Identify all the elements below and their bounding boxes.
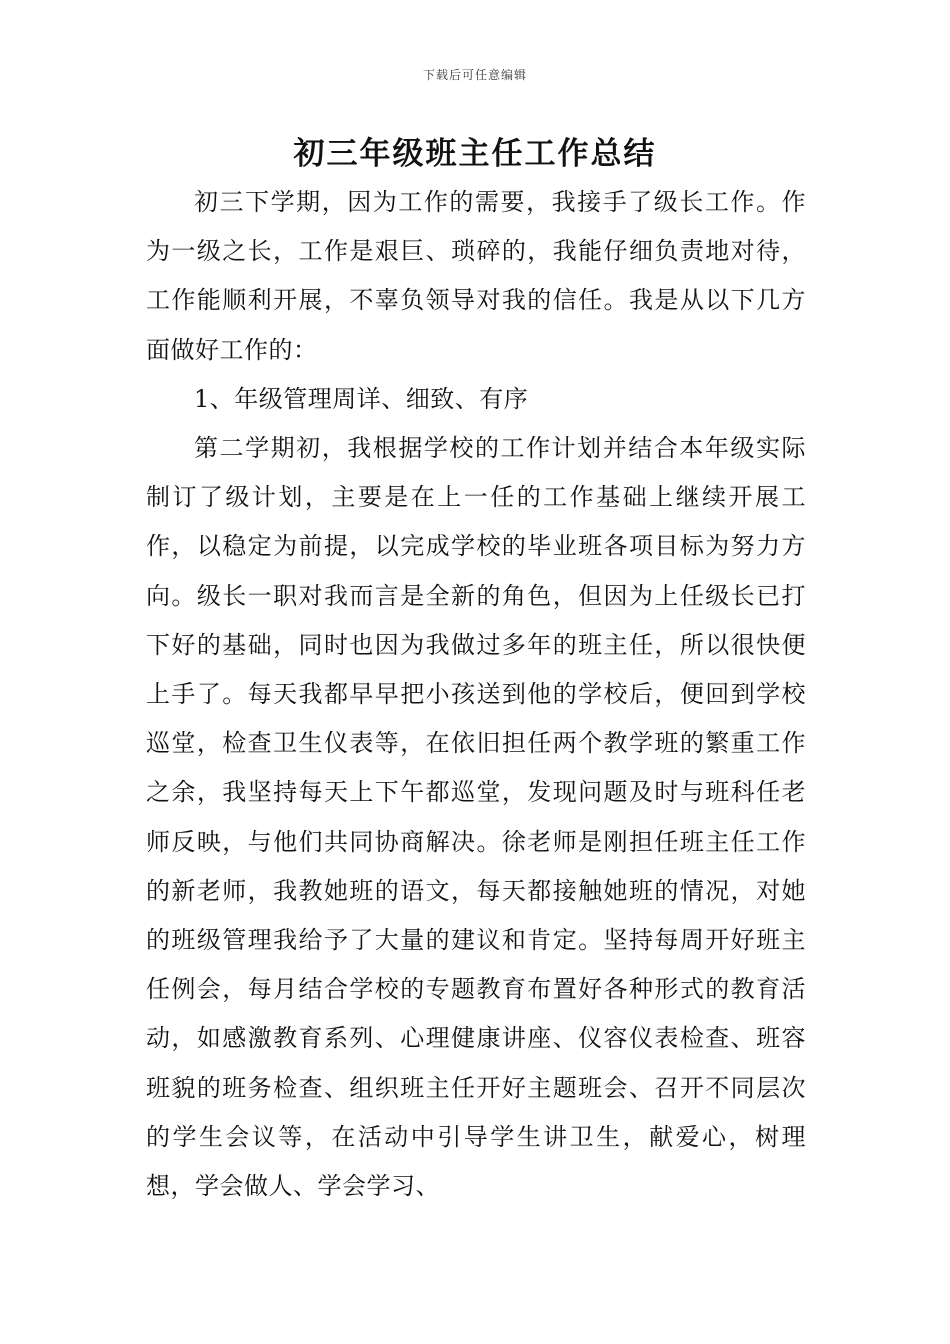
document-title: 初三年级班主任工作总结	[293, 136, 657, 172]
section-heading-1: 1、年级管理周详、细致、有序	[194, 384, 529, 413]
document-body	[146, 178, 806, 1211]
header-note: 下载后可任意编辑	[422, 68, 527, 82]
paragraph-section-1: 第二学期初，我根据学校的工作计划并结合本年级实际制订了级计划，主要是在上一任的工作基础上继续开展工作，以稳定为前提，以完成学校的毕业班各项目标为努力方向。级长一职对我而言是全新的角色，但因为上任级长已打下好的基础，同时也因为我做过多年的班主任，所以很快便上手了。每天我都早早把小孩送到他的学校后，便回到学校巡堂，检查卫生仪表等，在依旧担任两个教学班的繁重工作之余，我坚持每天上下午都巡堂，发现问题及时与班科任老师反映，与他们共同协商解决。徐老师是刚担任班主任工作的新老师，我教她班的语文，每天都接触她班的情况，对她的班级管理我给予了大量的建议和肯定。坚持每周开好班主任例会，每月结合学校的专题教育布置好各种形式的教育活动，如感激教育系列、心理健康讲座、仪容仪表检查、班容班貌的班务检查、组织班主任开好主题班会、召开不同层次的学生会议等，在活动中引导学生讲卫生，献爱心，树理想，学会做人、学会学习、	[146, 434, 806, 1201]
paragraph-intro: 初三下学期，因为工作的需要，我接手了级长工作。作为一级之长，工作是艰巨、琐碎的，我能仔细负责地对待，工作能顺利开展，不辜负领导对我的信任。我是从以下几方面做好工作的：	[146, 188, 806, 364]
